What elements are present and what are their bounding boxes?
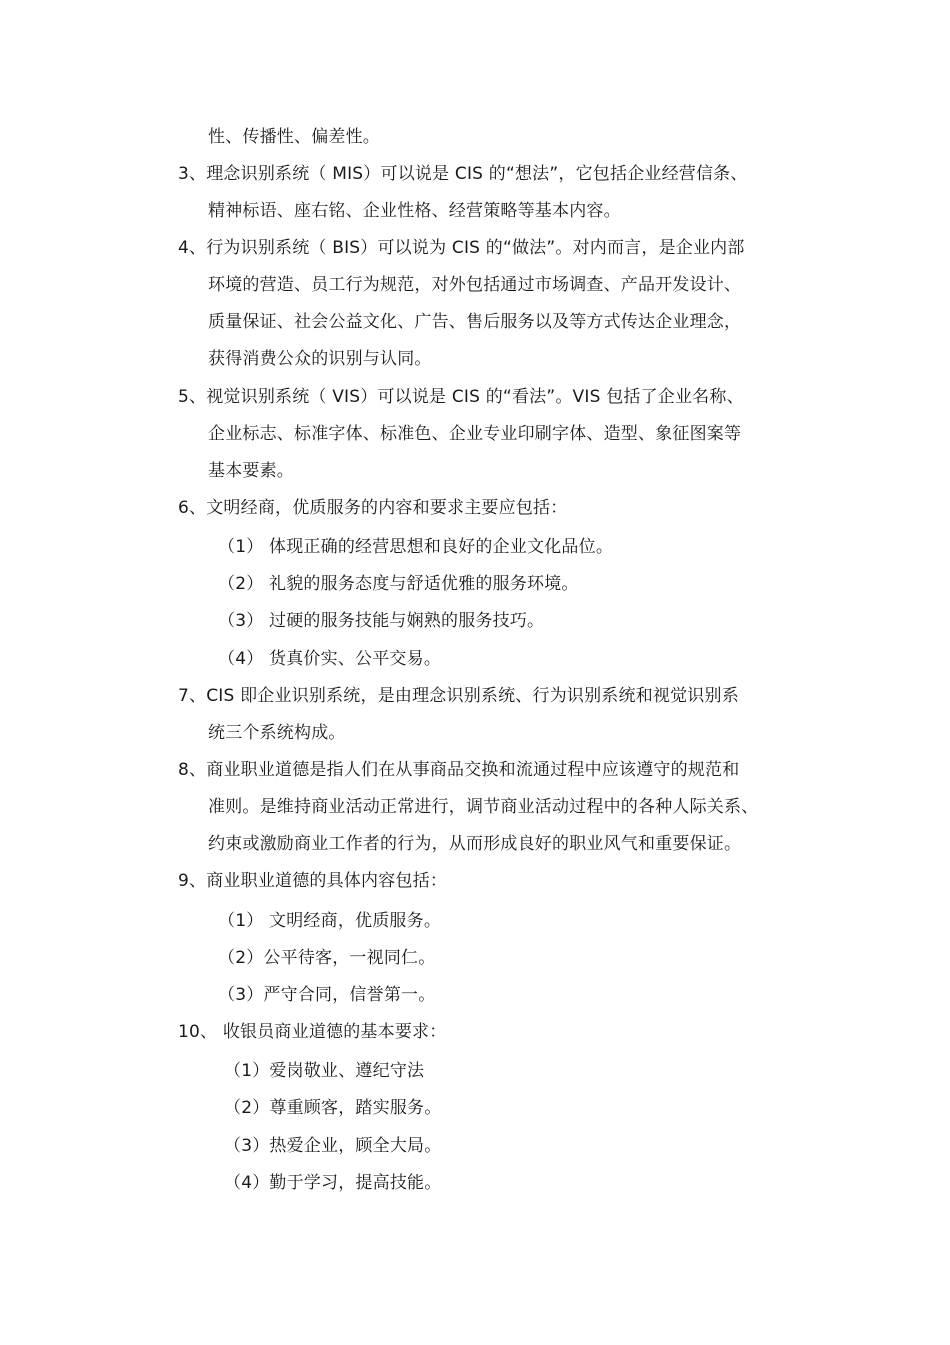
text-line: 精神标语、座右铭、企业性格、经营策略等基本内容。 (208, 201, 621, 221)
text-line: 6、文明经商，优质服务的内容和要求主要应包括： (178, 498, 568, 518)
text-line: 统三个系统构成。 (208, 723, 346, 743)
text-line: （2）尊重顾客，踏实服务。 (224, 1098, 442, 1118)
text-line: 9、商业职业道德的具体内容包括： (178, 871, 448, 891)
text-line: （3） 过硬的服务技能与娴熟的服务技巧。 (218, 611, 545, 631)
text-line: 质量保证、社会公益文化、广告、售后服务以及等方式传达企业理念， (208, 312, 742, 332)
text-line: 性、传播性、偏差性。 (208, 127, 380, 147)
text-line: 基本要素。 (208, 461, 294, 481)
text-line: 8、商业职业道德是指人们在从事商品交换和流通过程中应该遵守的规范和 (178, 760, 740, 780)
text-line: （1） 文明经商，优质服务。 (218, 911, 442, 931)
text-line: 企业标志、标准字体、标准色、企业专业印刷字体、造型、象征图案等 (208, 424, 742, 444)
text-line: 10、 收银员商业道德的基本要求： (178, 1022, 447, 1042)
text-line: （3）严守合同，信誉第一。 (218, 985, 436, 1005)
text-line: 7、CIS 即企业识别系统，是由理念识别系统、行为识别系统和视觉识别系 (178, 686, 739, 706)
text-line: （3）热爱企业，顾全大局。 (224, 1136, 442, 1156)
text-line: 获得消费公众的识别与认同。 (208, 349, 432, 369)
text-line: 准则。是维持商业活动正常进行，调节商业活动过程中的各种人际关系、 (208, 797, 759, 817)
text-line: 5、视觉识别系统（ VIS）可以说是 CIS 的“看法”。VIS 包括了企业名称、 (178, 387, 744, 407)
text-line: 约束或激励商业工作者的行为，从而形成良好的职业风气和重要保证。 (208, 834, 742, 854)
text-line: （2）公平待客，一视同仁。 (218, 948, 436, 968)
text-line: 环境的营造、员工行为规范，对外包括通过市场调查、产品开发设计、 (208, 275, 742, 295)
text-line: （4） 货真价实、公平交易。 (218, 649, 442, 669)
text-line: 4、行为识别系统（ BIS）可以说为 CIS 的“做法”。对内而言，是企业内部 (178, 238, 745, 258)
text-line: （1）爱岗敬业、遵纪守法 (224, 1061, 425, 1081)
text-line: （1） 体现正确的经营思想和良好的企业文化品位。 (218, 537, 614, 557)
text-line: 3、理念识别系统（ MIS）可以说是 CIS 的“想法”，它包括企业经营信条、 (178, 164, 748, 184)
text-line: （4）勤于学习，提高技能。 (224, 1173, 442, 1193)
text-line: （2） 礼貌的服务态度与舒适优雅的服务环境。 (218, 574, 579, 594)
